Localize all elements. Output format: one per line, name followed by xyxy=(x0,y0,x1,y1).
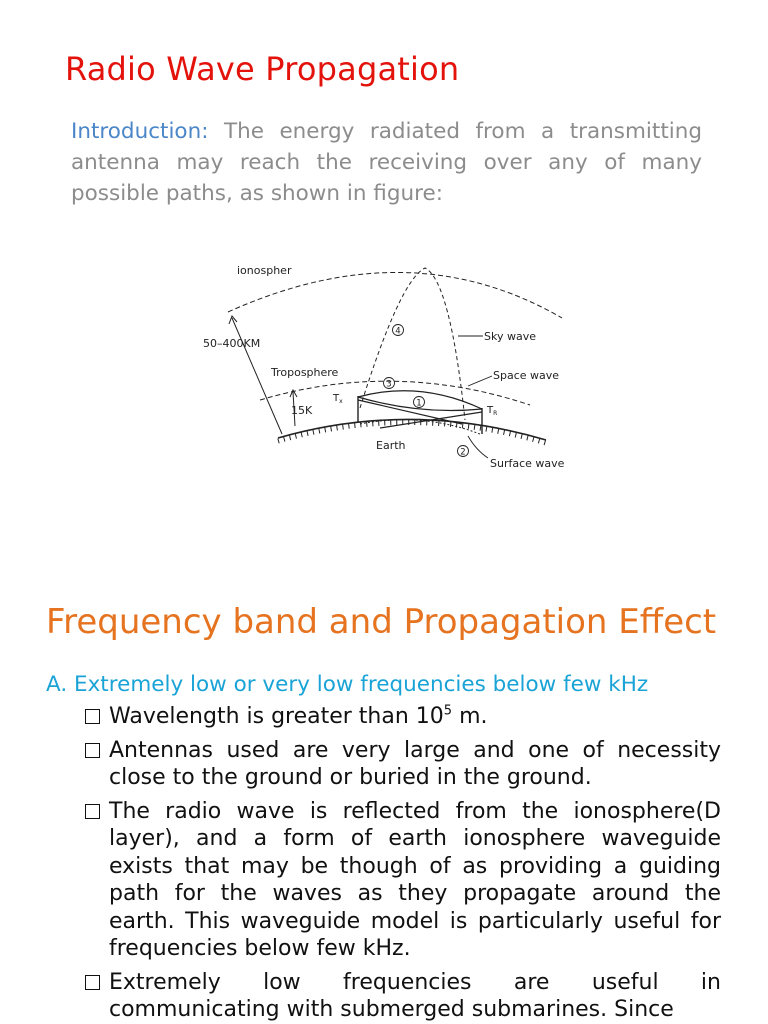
path-2-label: 2 xyxy=(460,447,466,458)
earth-hatch xyxy=(278,422,546,443)
section-heading-a: A. Extremely low or very low frequencies below few kHz xyxy=(46,672,649,697)
ionosphere-label: ionospher xyxy=(237,264,292,277)
checkbox-bullet-icon xyxy=(85,709,100,724)
intro-label: Introduction: xyxy=(71,119,209,144)
tx-label: $T_x$ xyxy=(333,393,343,405)
earth-label: Earth xyxy=(376,439,406,452)
slide-title: Radio Wave Propagation xyxy=(65,50,460,88)
checkbox-bullet-icon xyxy=(85,743,100,758)
ionosphere-arc xyxy=(228,272,562,318)
height-range-label: 50–400KM xyxy=(203,337,261,350)
bullet-list xyxy=(84,703,721,1024)
troposphere-label: Troposphere xyxy=(271,366,339,379)
bullet-submarines: Extremely low frequencies are useful in communicating with submerged submarines. Since xyxy=(84,969,721,1024)
tropo-height-label: 15K xyxy=(291,404,313,417)
space-wave-label: Space wave xyxy=(493,369,560,382)
sky-wave-label: Sky wave xyxy=(484,330,536,343)
checkbox-bullet-icon xyxy=(85,975,100,990)
path-4-label: 4 xyxy=(395,326,401,337)
path-1-label: 1 xyxy=(416,398,422,409)
rx-label: $T_R$ xyxy=(487,405,498,417)
bullet-wavelength: Wavelength is greater than $10^5$ m. xyxy=(84,703,721,731)
bullet-ionosphere: The radio wave is reflected from the ionosphere(D layer), and a form of earth ionosphere waveguide exists that may be though of as providing a guiding path for the waves as they propagate around the earth. This waveguide model is particularly useful for frequencies below few kHz. xyxy=(84,798,721,963)
propagation-diagram xyxy=(200,250,580,480)
path-3-label: 3 xyxy=(386,379,392,390)
intro-paragraph xyxy=(71,116,702,209)
checkbox-bullet-icon xyxy=(85,804,100,819)
slide-frequency-band xyxy=(0,590,768,1024)
troposphere-arc xyxy=(260,381,530,405)
slide-title: Frequency band and Propagation Effect xyxy=(46,602,717,642)
intro-text: The energy radiated from a transmitting antenna may reach the receiving over any of many possible paths, as shown in figure: xyxy=(71,119,702,206)
surface-wave-label: Surface wave xyxy=(490,457,565,470)
bullet-antennas: Antennas used are very large and one of necessity close to the ground or buried in the ground. xyxy=(84,737,721,792)
